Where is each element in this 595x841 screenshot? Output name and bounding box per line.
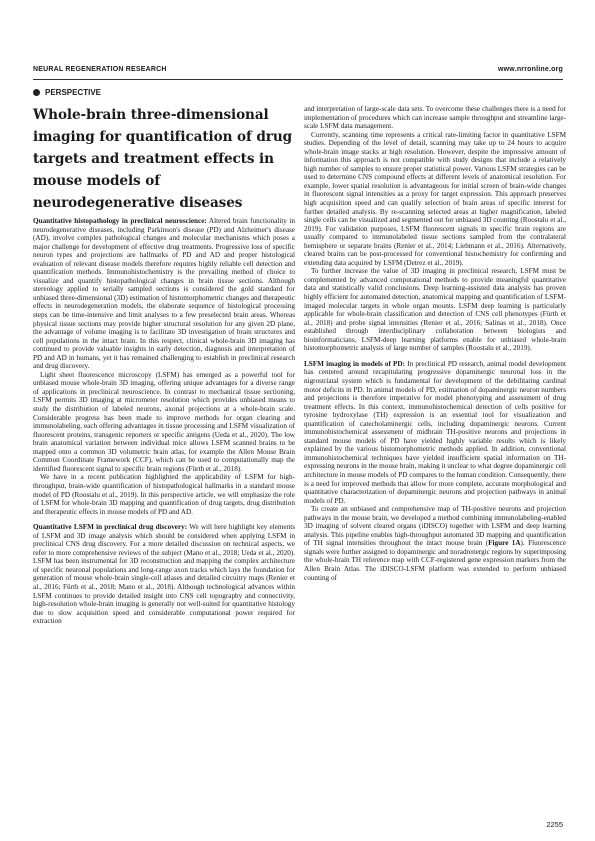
journal-name: NEURAL REGENERATION RESEARCH	[33, 66, 167, 73]
left-column	[33, 217, 295, 626]
section-label-text: PERSPECTIVE	[45, 87, 102, 97]
paragraph: and interpretation of large-scale data sets. To overcome these challenges there is a need for implementation of procedures which can increase sample throughput and streamline large-scale LSFM data management.	[304, 105, 566, 131]
paragraph: To further increase the value of 3D imaging in preclinical research, LSFM must be complemented by advanced computational methods to provide meaningful quantitative data and statistically valid conclusions. Deep learning-assisted data analysis has proven highly efficient for automated detection, anatomical mapping and quantification of LSFM-imaged molecular targets in whole organ mounts. LSFM deep learning is particularly applicable for whole-brain classification and detection of CNS cell phenotypes (Fürth et al., 2018) and probe signal intensities (Renier et al., 2016; Salinas et al., 2018). Once established through interdisciplinary collaboration between biologists and bioinformaticians, LSFM-deep learning platforms enable for unbiased whole-brain histomorphometric analysis of large number of samples (Roostalu et al., 2019).	[304, 267, 566, 353]
paragraph	[304, 505, 566, 582]
article-title: Whole-brain three-dimensional imaging for quantification of drug targets and treatment effects in mouse models of neurodegenerative diseases	[33, 107, 293, 211]
running-header	[33, 66, 563, 78]
section-label	[33, 86, 101, 98]
figure-reference[interactable]: Figure 1A	[488, 539, 521, 548]
paragraph-text: We will here highlight key elements of LSFM and 3D image analysis which should be considered when applying LSFM in preclinical CNS drug discovery. For a more detailed discussion on technical aspects, we refer to more comprehensive reviews of the subject (Mano et al., 2018; Ueda et al., 2020). LSFM has been instrumental for 3D reconstruction and mapping the complex architecture of specific neuronal populations and long-range axon tracks which lays the foundation for generation of mouse whole-brain single-cell atlases and detailed circuitry maps (Renier et al., 2016; Fürth et al., 2018; Mano et al., 2018). Although technological advances within LSFM continues to provide detailed insight into CNS cell topography and connectivity, high-resolution whole-brain imaging is generally not well-suited for quantitative histology due to slow acquisition speed and considerable computational power required for extraction	[33, 523, 296, 626]
header-rule	[33, 79, 563, 80]
page-number: 2255	[546, 820, 563, 829]
paragraph-heading: Quantitative histopathology in preclinical neuroscience:	[33, 217, 207, 225]
paragraph: Currently, scanning time represents a critical rate-limiting factor in quantitative LSFM studies. Depending of the level of detail, scanning may take up to 24 hours to acquire whole-brain image stacks at high resolution. However, despite the impressive amount of information this approach is not compatible with study designs that include a relatively high number of samples to ensure proper statistical power. Various LSFM strategies can be used to determine CNS compound effects at different levels of anatomical resolution. For example, lower spatial resolution is advantageous for initial screen of brain-wide changes in fluorescent signal intensities as a proxy for target expression. This approach preserves high acquisition speed and can qualify selection of brain areas of specific interest for further detailed analysis. By re-scanning selected areas at higher magnification, labeled single cells can be visualized and segmented out for unbiased 3D counting (Roostalu et al., 2019). For validation purposes, LSFM fluorescent signals in specific brain regions are usually compared to immunolabeled tissue sections sampled from the contralateral hemisphere or separate brains (Renier et al., 2014; Liebmann et al., 2016). Alternatively, cleared brains can be post-processed for conventional histochemistry for confirming and extending data acquired by LSFM (Detrez et al., 2019).	[304, 130, 566, 267]
paragraph	[304, 360, 566, 505]
paragraph: Light sheet fluorescence microscopy (LSFM) has emerged as a powerful tool for unbiased mouse whole-brain 3D imaging, offering unique advantages for a diverse range of applications in preclinical neuroscience. In contrast to mechanical tissue sectioning, LSFM permits 3D imaging at micrometer resolution which provides unbiased means to study the distribution of labeled neurons, axonal projections at a whole-brain scale. Considerable progress has been made to improve methods for organ clearing and immunolabeling, each offering advantages in tissue processing and LSFM visualization of fluorescent proteins, transgenic reporters or specific antigens (Ueda et al., 2020). The low brain anatomical variation between individual mice allows LSFM scanned brains to be mapped onto a common 3D volumetric brain atlas, for example the Allen Mouse Brain Common Coordinate Framework (CCF), which can be used to computationally map the identified fluorescent signal to specific brain regions (Fürth et al., 2018).	[33, 370, 295, 473]
bullet-icon	[33, 89, 40, 96]
paragraph-text: ). Fluorescence signals were further assigned to dopaminergic and noradrenergic regions by superimposing the whole-brain TH reference map with CCF-registered gene expression markers from the Allen Brain Atlas. The iDISCO-LSFM platform was extended to perform unbiased counting of	[304, 539, 567, 582]
journal-url[interactable]: www.nrronline.org	[498, 66, 563, 73]
paragraph-text: To create an unbiased and comprehensive map of TH-positive neurons and projection pathways in the mouse brain, we developed a method combining immunolabeling-enabled 3D imaging of solvent cleared organs (iDISCO) together with LSFM and deep learning analysis. This pipeline enables high-throughput automated 3D mapping and quantification of TH signal intensities throughout the intact mouse brain (	[304, 505, 566, 548]
right-column	[304, 105, 566, 582]
paragraph-heading: Quantitative LSFM in preclinical drug discovery:	[33, 523, 188, 532]
paragraph	[33, 523, 295, 626]
paragraph-text: In preclinical PD research, animal model development has centered around recapitulating progressive dopaminergic neuronal loss in the nigrostriatal system which is fundamental for development of the debilitating cardinal motor deficits in PD. In animal models of PD, estimation of dopaminergic neuron numbers and projections is therefore imperative for model phenotyping and assessment of drug treatment effects. In this context, immunohistochemical detection of cells positive for tyrosine hydroxylase (TH) expression is an essential tool for visualization and quantification of catecholaminergic cells, including dopaminergic neurons. Current immunohistochemical assessment of midbrain TH-positive neurons and projections in standard mouse models of PD have yielded highly variable results which is likely explained by the various histomorphometric methods applied. In addition, conventional immunohistochemical techniques have yielded insufficient spatial information on TH-expressing neurons in the mouse brain, making it unclear to what degree dopaminergic cell architecture in mouse models of PD compares to the human condition. Consequently, there is a need for improved methods that allow for more complete, accurate morphological and quantitative characterization of dopaminergic neurons and projection pathways in animal models of PD.	[304, 359, 567, 505]
paragraph-text: Altered brain functionality in neurodegenerative diseases, including Parkinson's disease (PD) and Alzheimer's disease (AD), involve complex pathological changes and molecular mechanisms which poses a major challenge for development of effective drug treatments. Progressive loss of specific neuron types and projections are hallmarks of PD and AD and proper histological evaluation of relevant disease models therefore requires highly reliable cell detection and quantification methods. Immunohistochemistry is the prevailing method of choice to visualize and quantify histopathological changes in brain tissue sections. Although stereology applied to serially sampled sections is considered the gold standard for unbiased three-dimensional (3D) estimation of histomorphometric changes and therapeutic effects in neurodegeneration models, the elaborate sequence of histological processing steps can be time-intensive and limit analyses to a few preselected brain areas. Whereas physical tissue sections may provide higher structural resolution for any given 2D plane, the advantage of volume imaging is to facilitate 3D investigation of brain structures and cell populations in the intact brain. In this respect, clinical whole-brain 3D imaging has continued to provide valuable insights in early detection, diagnosis and interpretation of PD and AD in humans, yet it has remained challenging to establish in preclinical research and drug discovery.	[33, 217, 295, 371]
paragraph	[33, 217, 295, 371]
paragraph: We have in a recent publication highlighted the applicability of LSFM for high-throughput, brain-wide quantification of histopathological hallmarks in a standard mouse model of PD (Roostalu et al., 2019). In this perspective article, we will emphasize the role of LSFM for whole-brain 3D mapping and quantification of drug targets, drug distribution and therapeutic effects in mouse models of PD and AD.	[33, 473, 295, 516]
paragraph-heading: LSFM imaging in models of PD:	[304, 359, 406, 368]
